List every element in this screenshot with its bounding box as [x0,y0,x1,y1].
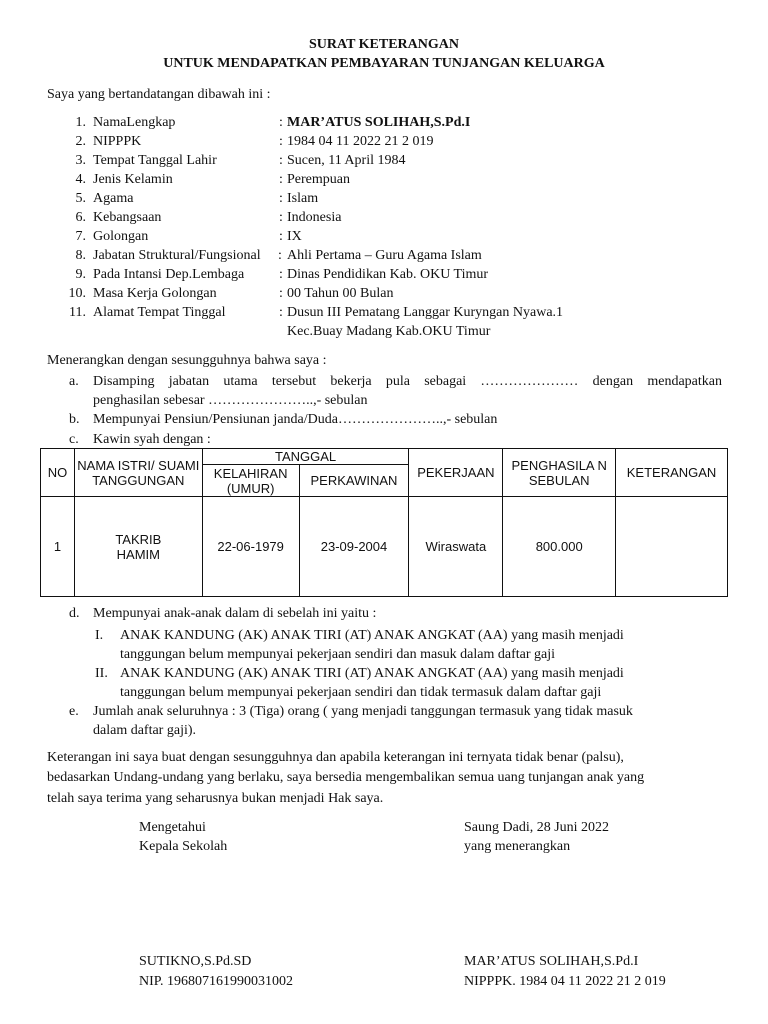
field-label: Jenis Kelamin [93,172,173,187]
sign-left-role: Kepala Sekolah [139,839,228,854]
cell-keterangan [616,497,728,597]
item-marker: e. [69,704,79,719]
list-number: 8. [75,248,86,263]
sub-i-text-continued: tanggungan belum mempunyai pekerjaan sendiri dan masuk dalam daftar gaji [120,647,556,662]
header-keterangan: KETERANGAN [616,449,728,497]
sign-right-id: NIPPPK. 1984 04 11 2022 21 2 019 [464,974,666,989]
list-number: 4. [75,172,86,187]
field-colon: : [279,134,283,149]
sub-ii-text-continued: tanggungan belum mempunyai pekerjaan sendiri dan tidak termasuk dalam daftar gaji [120,685,602,700]
field-colon: : [279,153,283,168]
field-label: Masa Kerja Golongan [93,286,217,301]
closing-paragraph-line: telah saya terima yang seharusnya bukan menjadi Hak saya. [47,791,384,806]
sub-marker: II. [95,666,108,681]
field-value: Dusun III Pematang Langgar Kuryngan Nyawa.1 [287,305,564,320]
field-value: Perempuan [287,172,350,187]
item-c-text: Kawin syah dengan : [93,432,211,447]
field-value: 00 Tahun 00 Bulan [287,286,394,301]
item-a-text: Disamping jabatan utama tersebut bekerja pula sebagai ………………… dengan mendapatkan [93,374,722,389]
sub-ii-text: ANAK KANDUNG (AK) ANAK TIRI (AT) ANAK ANGKAT (AA) yang masih menjadi [120,666,624,681]
field-value: IX [287,229,302,244]
spouse-table [40,448,728,597]
table-row [41,497,728,597]
field-colon: : [279,210,283,225]
field-value-continued: Kec.Buay Madang Kab.OKU Timur [287,324,491,339]
header-no: NO [41,449,75,497]
field-label: Golongan [93,229,149,244]
intro-text: Saya yang bertandatangan dibawah ini : [47,87,271,102]
field-colon: : [279,115,283,130]
field-value: Sucen, 11 April 1984 [287,153,406,168]
header-tanggal: TANGGAL [202,449,409,465]
item-e-text-continued: dalam daftar gaji). [93,723,197,738]
sub-i-text: ANAK KANDUNG (AK) ANAK TIRI (AT) ANAK ANGKAT (AA) yang masih menjadi [120,628,624,643]
field-value: Islam [287,191,319,206]
item-marker: d. [69,606,80,621]
cell-pekerjaan: Wiraswata [409,497,503,597]
header-perkawinan: PERKAWINAN [299,465,409,497]
field-label: Tempat Tanggal Lahir [93,153,217,168]
item-d-text: Mempunyai anak-anak dalam di sebelah ini yaitu : [93,606,377,621]
field-label: NamaLengkap [93,115,176,130]
header-kelahiran: KELAHIRAN (UMUR) [202,465,299,497]
document-title: SURAT KETERANGAN [308,37,459,52]
header-penghasilan: PENGHASILA N SEBULAN [503,449,616,497]
cell-nama: TAKRIB HAMIM [74,497,202,597]
field-value: Indonesia [287,210,342,225]
header-pekerjaan: PEKERJAAN [409,449,503,497]
item-b-text: Mempunyai Pensiun/Pensiunan janda/Duda…………………..,- sebulan [93,412,498,427]
list-number: 9. [75,267,86,282]
field-colon: : [279,172,283,187]
item-marker: b. [69,412,80,427]
list-number: 2. [75,134,86,149]
sign-left-title: Mengetahui [139,820,206,835]
sign-left-name: SUTIKNO,S.Pd.SD [139,954,252,969]
list-number: 10. [68,286,86,301]
list-number: 7. [75,229,86,244]
sub-marker: I. [95,628,104,643]
field-colon: : [279,267,283,282]
field-label: NIPPPK [93,134,142,149]
sign-right-role: yang menerangkan [464,839,571,854]
field-label: Agama [93,191,134,206]
field-colon: : [279,305,283,320]
item-a-text-continued: penghasilan sebesar …………………..,- sebulan [93,393,368,408]
field-colon: : [279,191,283,206]
item-marker: c. [69,432,79,447]
sign-right-place-date: Saung Dadi, 28 Juni 2022 [464,820,610,835]
field-colon: : [278,248,282,263]
field-value: 1984 04 11 2022 21 2 019 [287,134,434,149]
declaration-text: Menerangkan dengan sesungguhnya bahwa saya : [47,353,327,368]
sign-left-id: NIP. 196807161990031002 [139,974,294,989]
list-number: 1. [75,115,86,130]
list-number: 3. [75,153,86,168]
item-marker: a. [69,374,79,389]
field-value: Ahli Pertama – Guru Agama Islam [287,248,482,263]
field-colon: : [279,286,283,301]
cell-no: 1 [41,497,75,597]
sign-right-name: MAR’ATUS SOLIHAH,S.Pd.I [464,954,639,969]
list-number: 5. [75,191,86,206]
field-colon: : [279,229,283,244]
cell-penghasilan: 800.000 [503,497,616,597]
header-nama: NAMA ISTRI/ SUAMI TANGGUNGAN [74,449,202,497]
field-value: Dinas Pendidikan Kab. OKU Timur [287,267,489,282]
field-label: Jabatan Struktural/Fungsional [93,248,261,263]
cell-perkawinan: 23-09-2004 [299,497,409,597]
field-label: Alamat Tempat Tinggal [93,305,226,320]
document-subtitle: UNTUK MENDAPATKAN PEMBAYARAN TUNJANGAN KELUARGA [163,56,605,71]
closing-paragraph-line: Keterangan ini saya buat dengan sesungguhnya dan apabila keterangan ini ternyata tidak benar (palsu), [47,750,624,765]
closing-paragraph-line: bedasarkan Undang-undang yang berlaku, saya bersedia mengembalikan semua uang tunjangan anak yang [47,770,645,785]
field-label: Pada Intansi Dep.Lembaga [93,267,245,282]
list-number: 6. [75,210,86,225]
field-label: Kebangsaan [93,210,162,225]
item-e-text: Jumlah anak seluruhnya : 3 (Tiga) orang ( yang menjadi tanggungan termasuk yang tidak masuk [93,704,633,719]
cell-kelahiran: 22-06-1979 [202,497,299,597]
list-number: 11. [69,305,86,320]
field-value-name: MAR’ATUS SOLIHAH,S.Pd.I [287,115,471,130]
